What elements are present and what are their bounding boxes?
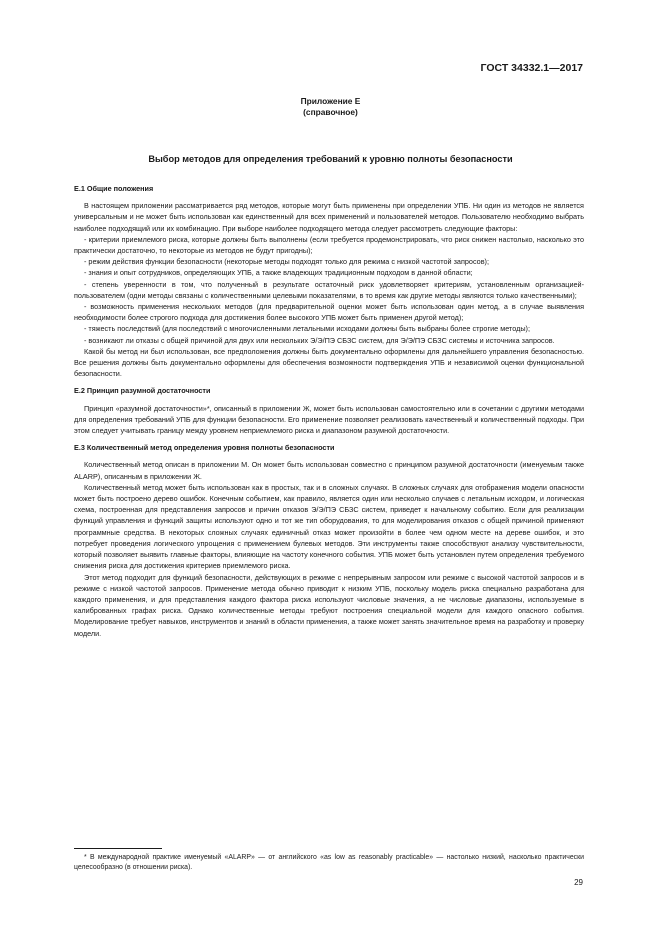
page-number: 29 <box>574 878 583 887</box>
paragraph: Этот метод подходит для функций безопасности, действующих в режиме с непрерывным запросом или режиме с высокой частотой запросов и в режиме с низкой частотой запросов. Применение метода обычно приводит к низким УПБ, поскольку модель риска специально разработана для каждого применения, и для представления каждого фактора риска используют числовые значения, а не числовые диапазоны, используемые в калиброванных графах риска. Однако количественные методы требуют построения специальной модели для каждого опасного события. Моделирование требует навыков, инструментов и знаний в области применения, а также может занять значительное время на разработку и проверку модели. <box>74 572 584 638</box>
annex-heading <box>0 96 661 118</box>
document-body <box>74 183 584 639</box>
footnote <box>74 853 584 873</box>
list-item: - тяжесть последствий (для последствий с многочисленными летальными исходами должны быть выбраны более строгие методы); <box>84 324 530 334</box>
section-heading-e1: Е.1 Общие положения <box>74 184 154 193</box>
footnote-text: * В международной практике именуемый «ALARP» — от английского «as low as reasonably practicable» — настолько низкий, насколько практически целесообразно (в отношении риска). <box>74 854 584 871</box>
paragraph: В настоящем приложении рассматривается ряд методов, которые могут быть применены при определении УПБ. Ни один из методов не является универсальным и не может быть использован как единственный для всех применений и пользователей методов. Пользователю необходимо выбрать наиболее подходящий или их комбинацию. При выборе наиболее подходящего метода следует рассмотреть следующие факторы: <box>74 201 584 233</box>
list-item: - степень уверенности в том, что полученный в результате остаточный риск удовлетворяет критериям, установленным организацией-пользователем (одни методы связаны с количественными целевыми показателями, в то время как другие методы являются только качественными); <box>74 279 584 300</box>
annex-name: Приложение Е <box>300 96 361 106</box>
list-item: - режим действия функции безопасности (некоторые методы подходят только для режима с низкой частотой запросов); <box>84 257 489 267</box>
section-heading-e2: Е.2 Принцип разумной достаточности <box>74 386 211 396</box>
paragraph: Какой бы метод ни был использован, все предположения должны быть документально оформлены для дальнейшего управления безопасностью. Все решения должны быть документально оформлены для обеспечения возможности подтверждения УПБ и независимой оценки функциональной безопасности. <box>74 346 584 379</box>
annex-title: Выбор методов для определения требований к уровню полноты безопасности <box>148 154 513 164</box>
paragraph: Количественный метод описан в приложении М. Он может быть использован совместно с принципом разумной достаточности (именуемым также ALARP), описанным в приложении Ж. <box>74 460 584 481</box>
list-item: - критерии приемлемого риска, которые должны быть выполнены (если требуется продемонстрировать, что риск снижен настолько, насколько это практически достаточно, то некоторые из методов не будут пригодны); <box>74 234 584 256</box>
paragraph: Количественный метод может быть использован как в простых, так и в сложных случаях. В сложных случаях для отображения модели опасности может быть построено дерево ошибок. Конечным событием, как правило, является один или несколько случаев с летальным исходом, и логическая схема, построенная для представления запросов и причин отказов Э/Э/ПЭ СБЗС систем, приведет к начальному событию. Если для реализации функций управления и функций защиты используют одно и тот же тип оборудования, то для моделирования отказов с общей причиной применяют программные средства. В некоторых сложных случаях единичный отказ может произойти в более чем одном месте на дереве ошибок, и это потребует проведения логического упрощения с применением булевых методов. Эти инструменты также способствуют анализу чувствительности, который позволяет выявить главные факторы, влияющие на частоту конечного события. УПБ может быть установлен путем определения требуемого снижения риска для достижения критериев приемлемого риска. <box>74 482 584 571</box>
paragraph: Принцип «разумной достаточности»*, описанный в приложении Ж, может быть использован самостоятельно или в сочетании с другими методами для определения требований УПБ для функции безопасности. Его применение позволяет реализовать качественный и количественный подходы. При этом следует учитывать границу между уровнем неприемлемого риска и диапазоном разумной достаточности. <box>74 403 584 436</box>
footnote-separator <box>74 848 162 849</box>
annex-type: (справочное) <box>303 107 358 117</box>
standard-number: ГОСТ 34332.1—2017 <box>480 62 583 74</box>
list-item: - знания и опыт сотрудников, определяющих УПБ, а также владеющих традиционным подходом в данной области; <box>84 268 473 278</box>
section-heading-e3: Е.3 Количественный метод определения уровня полноты безопасности <box>74 443 335 453</box>
list-item: - возникают ли отказы с общей причиной для двух или нескольких Э/Э/ПЭ СБЗС систем, для Э/Э/ПЭ СБЗС системы и источника запросов. <box>84 335 555 345</box>
list-item: - возможность применения нескольких методов (для предварительной оценки может быть использован один метод, а в случае выявления необходимости более строгого подхода для достижения более высокого УПБ может быть применен другой метод); <box>74 302 584 323</box>
